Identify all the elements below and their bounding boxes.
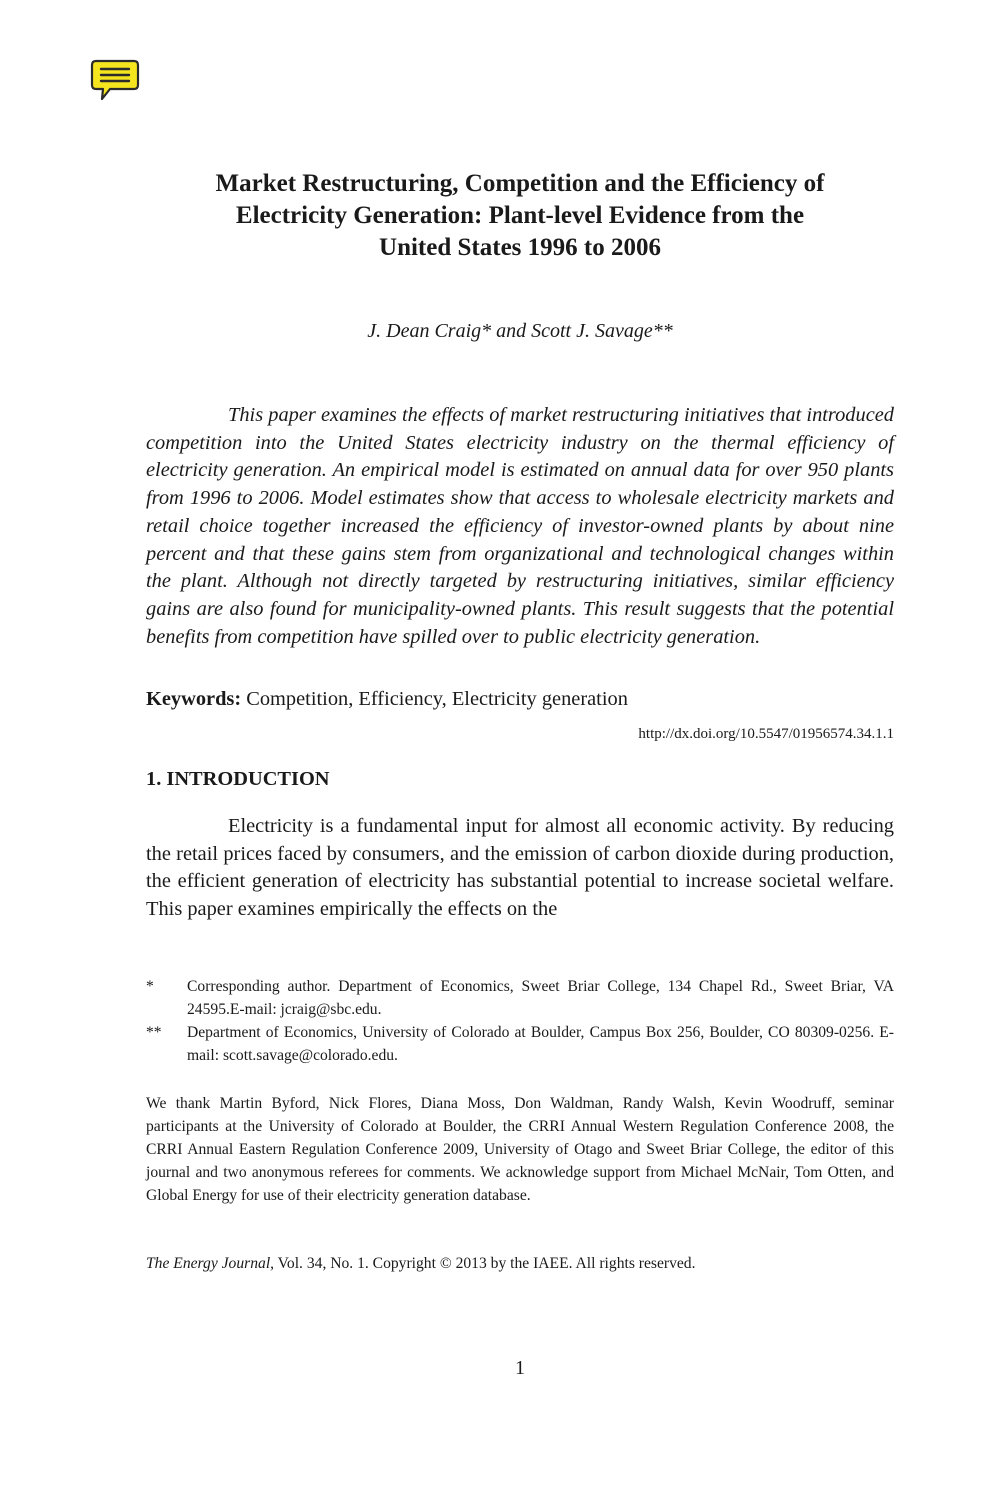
journal-details: , Vol. 34, No. 1. Copyright © 2013 by the IAEE. All rights reserved. <box>270 1255 696 1272</box>
doi-link[interactable]: http://dx.doi.org/10.5547/01956574.34.1.1 <box>638 726 894 742</box>
keywords-text: Competition, Efficiency, Electricity generation <box>246 688 628 710</box>
section-heading: 1. INTRODUCTION <box>146 768 330 790</box>
comment-note-icon[interactable] <box>90 58 140 102</box>
paper-title-line-3: United States 1996 to 2006 <box>379 234 661 261</box>
paper-title <box>140 168 900 264</box>
journal-copyright <box>146 1253 894 1275</box>
acknowledgement: We thank Martin Byford, Nick Flores, Diana Moss, Don Waldman, Randy Walsh, Kevin Woodruff, seminar participants at the University of Colorado at Boulder, the CRRI Annual Western Regulation Conference 2008, the CRRI Annual Eastern Regulation Conference 2009, University of Otago and Sweet Briar College, the editor of this journal and two anonymous referees for comments. We acknowledge support from Michael McNair, Tom Otten, and Global Energy for use of their electricity generation database. <box>146 1095 894 1204</box>
introduction-paragraph: Electricity is a fundamental input for almost all economic activity. By reducing the retail prices faced by consumers, and the emission of carbon dioxide during production, the efficient generation of electricity has substantial potential to increase societal welfare. This paper examines empirically the effects on the <box>146 815 894 921</box>
footnote-mark: * <box>146 978 154 995</box>
journal-name: The Energy Journal <box>146 1255 271 1272</box>
footnote-text: Department of Economics, University of Colorado at Boulder, Campus Box 256, Boulder, CO 80309-0256. E-mail: scott.savage@colorado.edu. <box>187 1024 894 1064</box>
footnote-text: Corresponding author. Department of Economics, Sweet Briar College, 134 Chapel Rd., Sweet Briar, VA 24595.E-mail: jcraig@sbc.edu. <box>187 978 894 1018</box>
paper-title-line-2: Electricity Generation: Plant-level Evidence from the <box>235 202 805 229</box>
authors: J. Dean Craig* and Scott J. Savage** <box>367 320 673 342</box>
footnote-mark: ** <box>146 1024 162 1041</box>
page-number: 1 <box>515 1357 525 1379</box>
paper-title-line-1: Market Restructuring, Competition and the Efficiency of <box>215 170 825 197</box>
keywords <box>146 686 894 713</box>
footnote <box>146 1022 894 1067</box>
footnote <box>146 976 894 1021</box>
abstract: This paper examines the effects of market restructuring initiatives that introduced competition into the United States electricity industry on the thermal efficiency of electricity generation. An empirical model is estimated on annual data for over 950 plants from 1996 to 2006. Model estimates show that access to wholesale electricity markets and retail choice together increased the efficiency of investor-owned plants by about nine percent and that these gains stem from organizational and technological changes within the plant. Although not directly targeted by restructuring initiatives, similar efficiency gains are also found for municipality-owned plants. This result suggests that the potential benefits from competition have spilled over to public electricity generation. <box>146 404 894 648</box>
keywords-label: Keywords: <box>146 688 242 710</box>
